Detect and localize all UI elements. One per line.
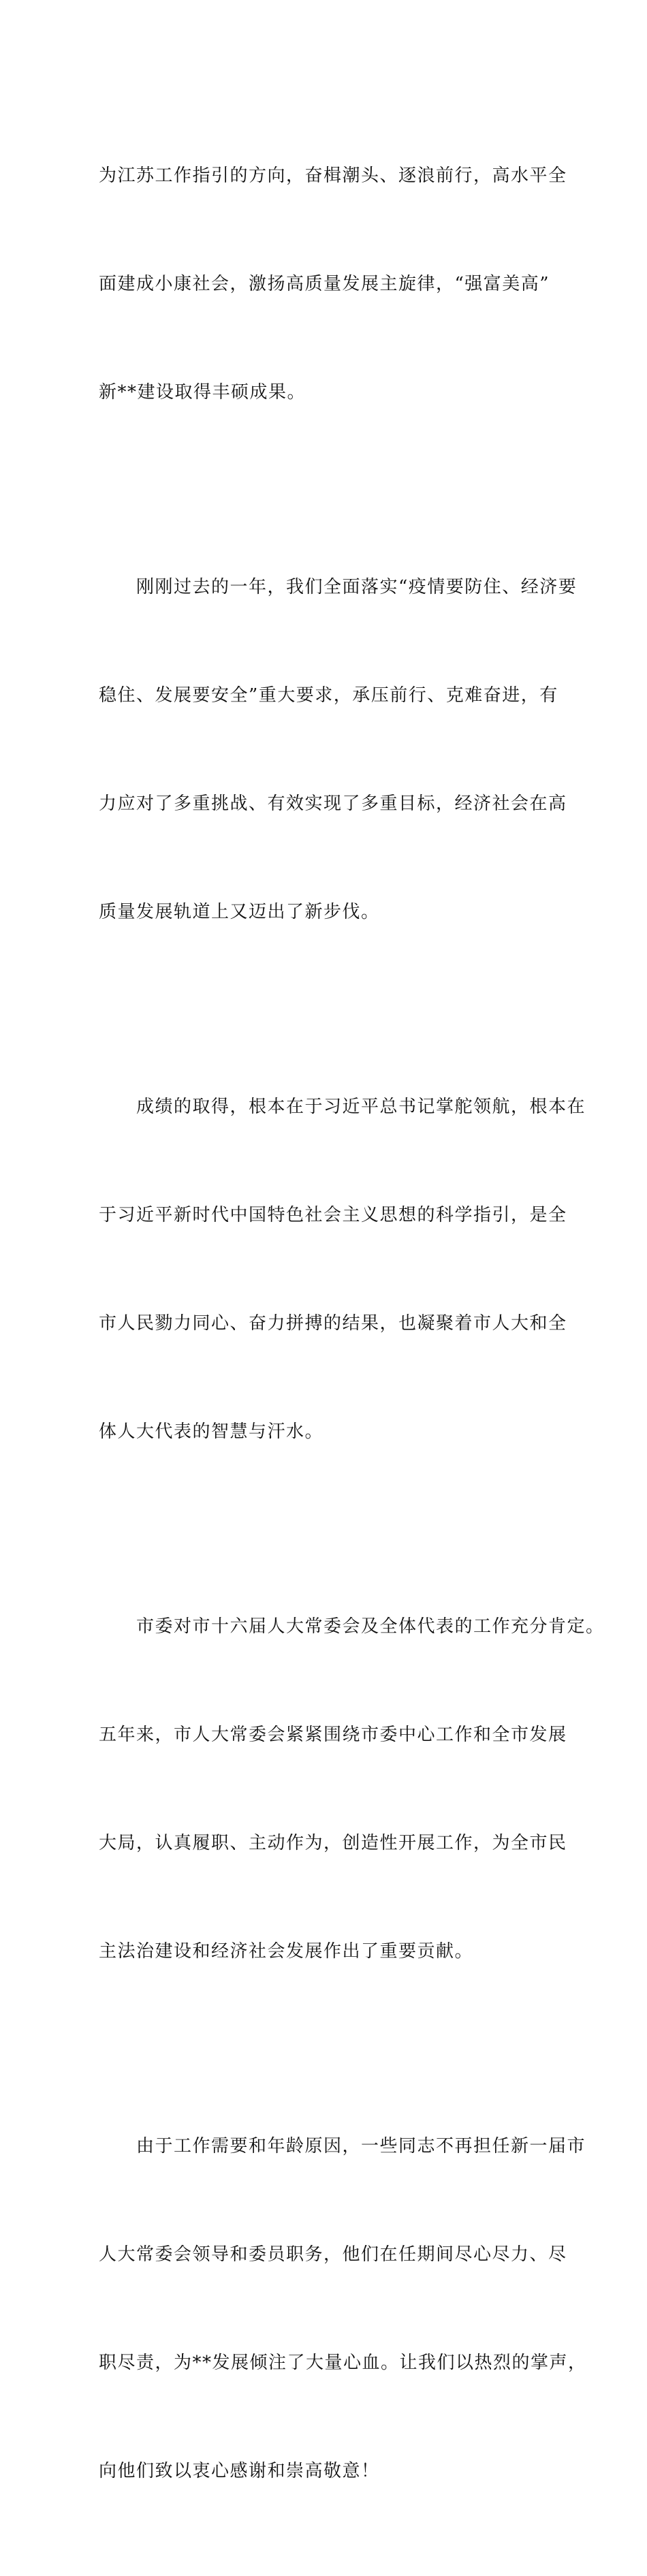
text-line: 体人大代表的智慧与汗水。: [99, 1421, 324, 1442]
text-line: 五年来，市人大常委会紧紧围绕市委中心工作和全市发展: [99, 1725, 567, 1745]
paragraph-5: [99, 2056, 587, 2562]
text-line: 市人民勠力同心、奋力拼搏的结果，也凝聚着市人大和全: [99, 1313, 567, 1334]
text-line: 力应对了多重挑战、有效实现了多重目标，经济社会在高: [99, 794, 567, 814]
paragraph-1: [99, 86, 567, 483]
text-line: 市委对市十六届人大常委会及全体代表的工作充分肯定。: [99, 1616, 605, 1637]
text-line: 职尽责，为**发展倾注了大量心血。让我们以热烈的掌声，: [99, 2353, 587, 2373]
text-line: 为江苏工作指引的方向，奋楫潮头、逐浪前行，高水平全: [99, 166, 567, 186]
text-line: 人大常委会领导和委员职务，他们在任期间尽心尽力、尽: [99, 2244, 567, 2265]
paragraph-2: [99, 497, 578, 1003]
paragraph-3: [99, 1017, 586, 1522]
text-line: 于习近平新时代中国特色社会主义思想的科学指引，是全: [99, 1205, 567, 1225]
document-body: [99, 86, 605, 2576]
text-line: 刚刚过去的一年，我们全面落实“疫情要防住、经济要: [99, 577, 578, 597]
text-line: 向他们致以衷心感谢和崇高敬意！: [99, 2461, 380, 2481]
text-line: 新**建设取得丰硕成果。: [99, 382, 306, 403]
text-line: 稳住、发展要安全”重大要求，承压前行、克难奋进，有: [99, 685, 558, 706]
text-line: 成绩的取得，根本在于习近平总书记掌舵领航，根本在: [99, 1097, 586, 1117]
text-line: 质量发展轨道上又迈出了新步伐。: [99, 902, 380, 922]
paragraph-4: [99, 1537, 605, 2042]
text-line: 大局，认真履职、主动作为，创造性开展工作，为全市民: [99, 1833, 567, 1853]
text-line: 主法治建设和经济社会发展作出了重要贡献。: [99, 1941, 474, 1962]
text-line: 由于工作需要和年龄原因，一些同志不再担任新一届市: [99, 2136, 586, 2156]
text-line: 面建成小康社会，激扬高质量发展主旋律，“强富美高”: [99, 274, 550, 294]
